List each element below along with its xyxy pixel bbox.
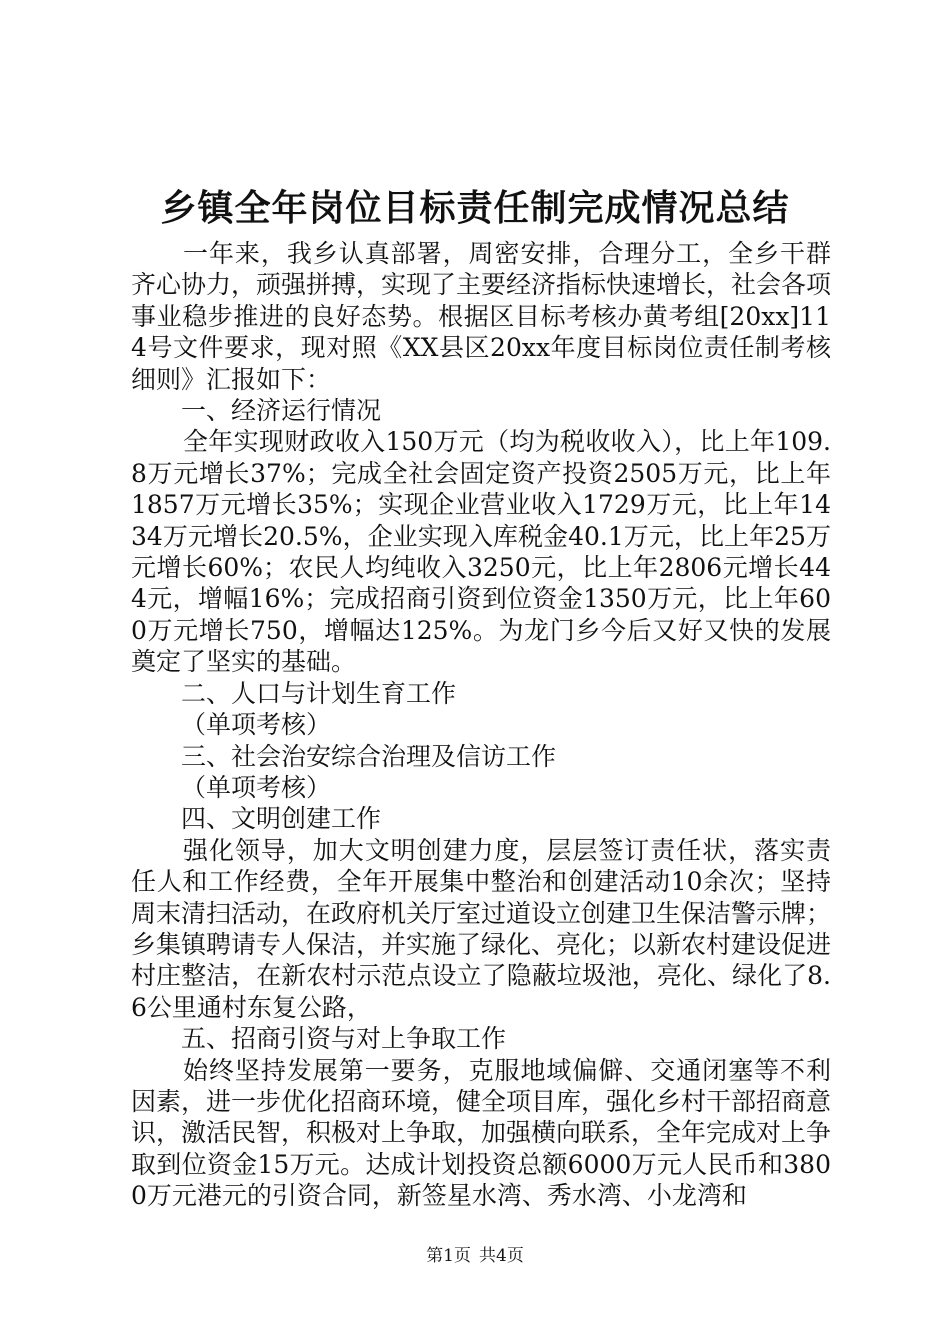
document-title: 乡镇全年岗位目标责任制完成情况总结 xyxy=(160,188,790,229)
page-number: 第1页 xyxy=(426,1246,471,1266)
economy-paragraph: 全年实现财政收入150万元（均为税收收入），比上年109.8万元增长37%；完成全社会固定资产投资2505万元，比上年1857万元增长35%；实现企业营业收入1729万元，比上年1434万元增长20.5%，企业实现入库税金40.1万元，比上年25万元增长60%；农民人均纯收入3250元，比上年2806元增长444元，增幅16%；完成招商引资到位资金1350万元，比上年600万元增长750，增幅达125%。为龙门乡今后又好又快的发展奠定了坚实的基础。 xyxy=(131,427,831,677)
intro-paragraph: 一年来，我乡认真部署，周密安排，合理分工，全乡干群齐心协力，顽强拼搏，实现了主要经济指标快速增长，社会各项事业稳步推进的良好态势。根据区目标考核办黄考组[20xx]114号文件要求，现对照《XX县区20xx年度目标岗位责任制考核细则》汇报如下： xyxy=(131,239,832,394)
section-heading-investment: 五、招商引资与对上争取工作 xyxy=(181,1024,507,1054)
section-heading-civilization: 四、文明创建工作 xyxy=(181,804,382,834)
investment-paragraph: 始终坚持发展第一要务，克服地域偏僻、交通闭塞等不利因素，进一步优化招商环境，健全项目库，强化乡村干部招商意识，激活民智，积极对上争取，加强横向联系，全年完成对上争取到位资金15万元。达成计划投资总额6000万元人民币和3800万元港元的引资合同，新签星水湾、秀水湾、小龙湾和 xyxy=(131,1055,832,1211)
section-heading-economy: 一、经济运行情况 xyxy=(181,396,382,426)
population-note: （单项考核） xyxy=(181,710,332,740)
page-total: 共4页 xyxy=(479,1246,524,1266)
section-heading-population: 二、人口与计划生育工作 xyxy=(181,678,457,708)
section-heading-public-security: 三、社会治安综合治理及信访工作 xyxy=(181,741,557,771)
public-security-note: （单项考核） xyxy=(181,772,332,802)
civilization-paragraph: 强化领导，加大文明创建力度，层层签订责任状，落实责任人和工作经费，全年开展集中整治和创建活动10余次；坚持周末清扫活动，在政府机关厅室过道设立创建卫生保洁警示牌；乡集镇聘请专人保洁，并实施了绿化、亮化；以新农村建设促进村庄整洁，在新农村示范点设立了隐蔽垃圾池，亮化、绿化了8.6公里通村东复公路， xyxy=(131,835,832,1022)
page-footer xyxy=(0,1244,950,1268)
document-body xyxy=(131,238,831,1212)
